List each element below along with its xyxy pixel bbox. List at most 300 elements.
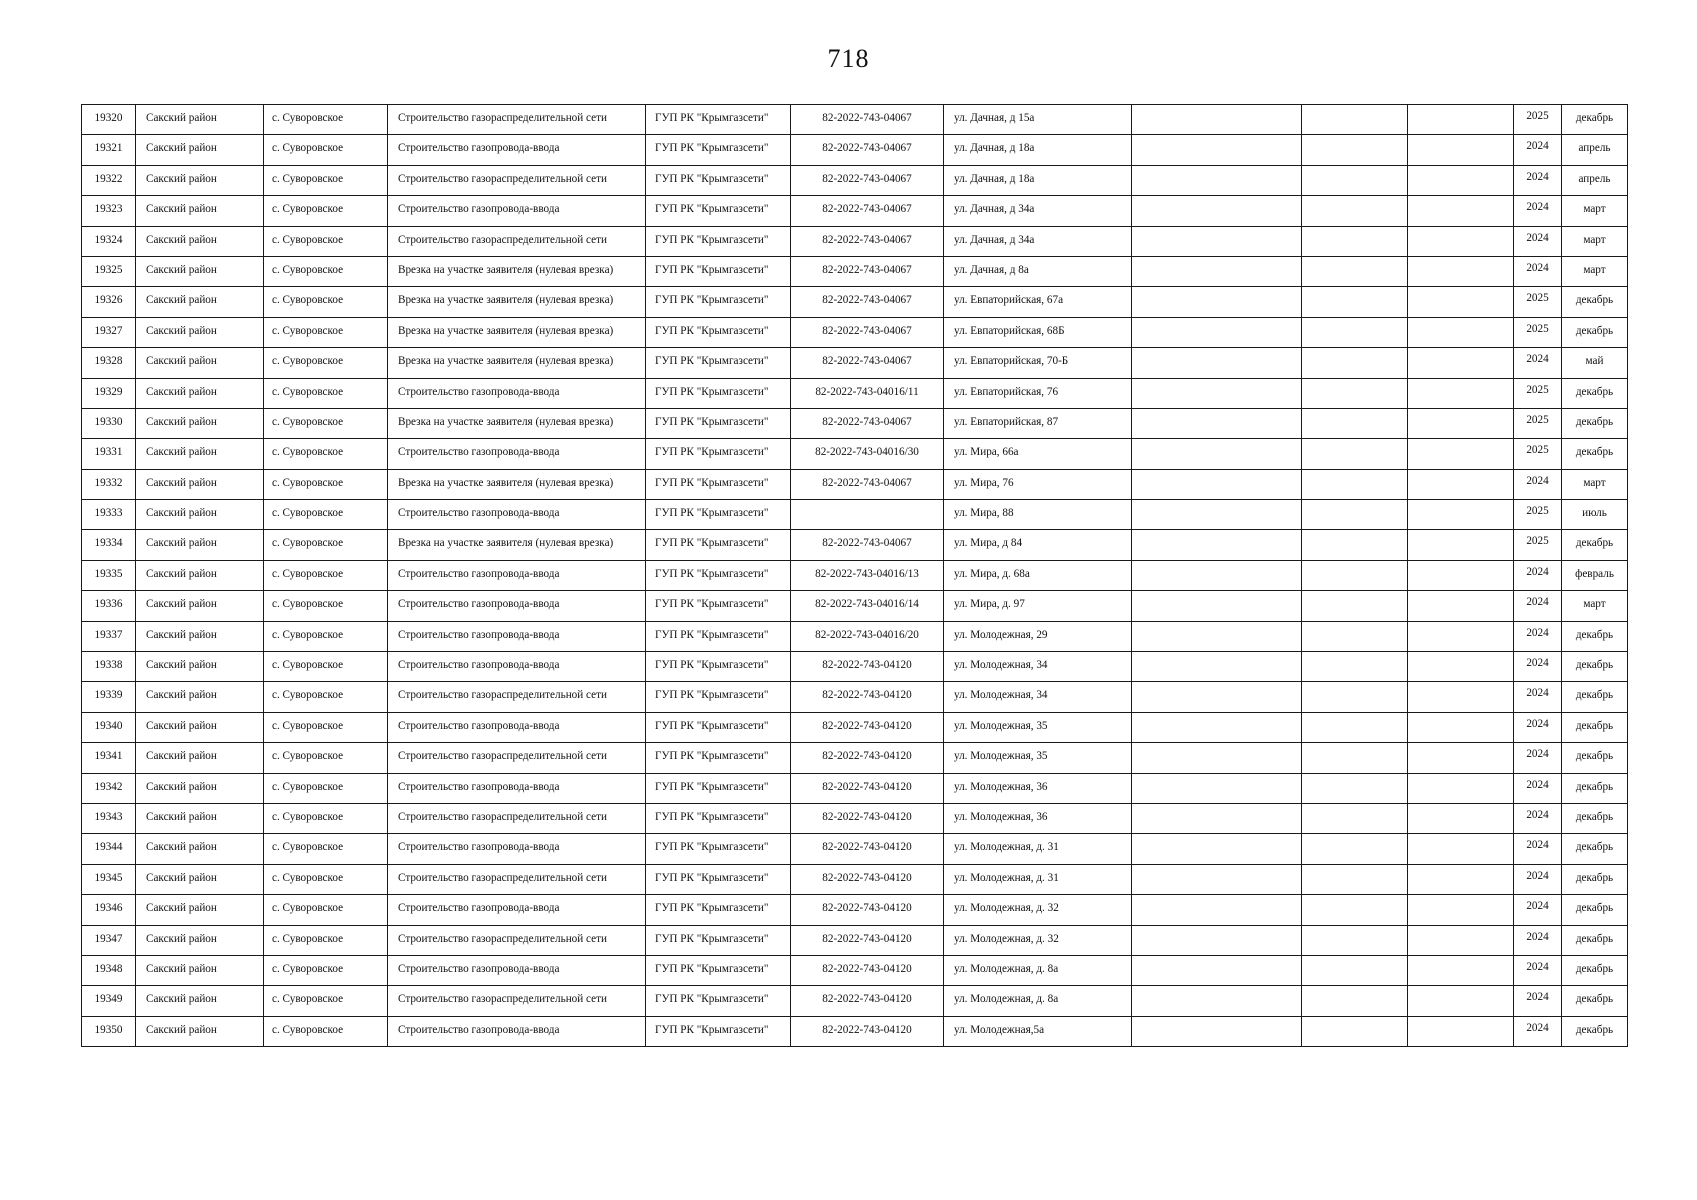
table-row: [82, 196, 1628, 226]
work-type-cell: Строительство газопровода-ввода: [388, 196, 646, 226]
empty-cell: [1132, 773, 1302, 803]
district-cell: Сакский район: [136, 743, 264, 773]
empty-cell: [1408, 348, 1514, 378]
work-type-cell: Строительство газопровода-ввода: [388, 439, 646, 469]
organization-cell: ГУП РК "Крымгазсети": [646, 803, 791, 833]
empty-cell: [1408, 803, 1514, 833]
empty-cell: [1302, 196, 1408, 226]
table-row: [82, 621, 1628, 651]
district-cell: Сакский район: [136, 834, 264, 864]
year-cell: 2025: [1514, 408, 1562, 438]
empty-cell: [1408, 560, 1514, 590]
empty-cell: [1408, 439, 1514, 469]
organization-cell: ГУП РК "Крымгазсети": [646, 317, 791, 347]
row-number-cell: 19350: [82, 1016, 136, 1046]
village-cell: с. Суворовское: [264, 712, 388, 742]
address-cell: ул. Мира, д. 97: [944, 591, 1132, 621]
program-code-cell: 82-2022-743-04016/20: [791, 621, 944, 651]
empty-cell: [1302, 864, 1408, 894]
empty-cell: [1302, 621, 1408, 651]
table-row: [82, 348, 1628, 378]
program-code-cell: 82-2022-743-04120: [791, 986, 944, 1016]
row-number-cell: 19348: [82, 955, 136, 985]
year-cell: 2024: [1514, 348, 1562, 378]
program-code-cell: 82-2022-743-04067: [791, 287, 944, 317]
program-code-cell: 82-2022-743-04067: [791, 226, 944, 256]
organization-cell: ГУП РК "Крымгазсети": [646, 834, 791, 864]
organization-cell: ГУП РК "Крымгазсети": [646, 895, 791, 925]
empty-cell: [1408, 469, 1514, 499]
village-cell: с. Суворовское: [264, 803, 388, 833]
table-row: [82, 500, 1628, 530]
month-cell: декабрь: [1562, 925, 1628, 955]
empty-cell: [1302, 165, 1408, 195]
village-cell: с. Суворовское: [264, 743, 388, 773]
empty-cell: [1132, 803, 1302, 833]
empty-cell: [1132, 530, 1302, 560]
empty-cell: [1408, 226, 1514, 256]
village-cell: с. Суворовское: [264, 652, 388, 682]
table-row: [82, 560, 1628, 590]
month-cell: декабрь: [1562, 439, 1628, 469]
work-type-cell: Строительство газопровода-ввода: [388, 834, 646, 864]
district-cell: Сакский район: [136, 348, 264, 378]
table-row: [82, 743, 1628, 773]
work-type-cell: Строительство газораспределительной сети: [388, 226, 646, 256]
empty-cell: [1302, 378, 1408, 408]
month-cell: декабрь: [1562, 317, 1628, 347]
page-number: 718: [827, 44, 870, 73]
district-cell: Сакский район: [136, 287, 264, 317]
village-cell: с. Суворовское: [264, 165, 388, 195]
village-cell: с. Суворовское: [264, 834, 388, 864]
village-cell: с. Суворовское: [264, 925, 388, 955]
row-number-cell: 19349: [82, 986, 136, 1016]
table-row: [82, 712, 1628, 742]
program-code-cell: 82-2022-743-04120: [791, 652, 944, 682]
year-cell: 2025: [1514, 287, 1562, 317]
organization-cell: ГУП РК "Крымгазсети": [646, 591, 791, 621]
empty-cell: [1132, 105, 1302, 135]
empty-cell: [1132, 560, 1302, 590]
district-cell: Сакский район: [136, 712, 264, 742]
work-type-cell: Строительство газораспределительной сети: [388, 803, 646, 833]
organization-cell: ГУП РК "Крымгазсети": [646, 682, 791, 712]
empty-cell: [1132, 652, 1302, 682]
work-type-cell: Строительство газопровода-ввода: [388, 652, 646, 682]
work-type-cell: Строительство газопровода-ввода: [388, 895, 646, 925]
month-cell: декабрь: [1562, 986, 1628, 1016]
village-cell: с. Суворовское: [264, 256, 388, 286]
year-cell: 2024: [1514, 955, 1562, 985]
work-type-cell: Строительство газопровода-ввода: [388, 135, 646, 165]
district-cell: Сакский район: [136, 621, 264, 651]
address-cell: ул. Молодежная,5а: [944, 1016, 1132, 1046]
empty-cell: [1132, 621, 1302, 651]
table-row: [82, 925, 1628, 955]
year-cell: 2024: [1514, 560, 1562, 590]
year-cell: 2024: [1514, 1016, 1562, 1046]
address-cell: ул. Дачная, д 34а: [944, 226, 1132, 256]
organization-cell: ГУП РК "Крымгазсети": [646, 408, 791, 438]
program-code-cell: 82-2022-743-04120: [791, 803, 944, 833]
empty-cell: [1408, 378, 1514, 408]
month-cell: февраль: [1562, 560, 1628, 590]
address-cell: ул. Евпаторийская, 68Б: [944, 317, 1132, 347]
address-cell: ул. Дачная, д 18а: [944, 135, 1132, 165]
district-cell: Сакский район: [136, 560, 264, 590]
row-number-cell: 19347: [82, 925, 136, 955]
row-number-cell: 19345: [82, 864, 136, 894]
row-number-cell: 19331: [82, 439, 136, 469]
row-number-cell: 19329: [82, 378, 136, 408]
organization-cell: ГУП РК "Крымгазсети": [646, 135, 791, 165]
program-code-cell: 82-2022-743-04120: [791, 834, 944, 864]
work-type-cell: Врезка на участке заявителя (нулевая врезка): [388, 287, 646, 317]
work-type-cell: Строительство газопровода-ввода: [388, 712, 646, 742]
table-row: [82, 773, 1628, 803]
village-cell: с. Суворовское: [264, 196, 388, 226]
gasification-table: [81, 104, 1628, 1047]
organization-cell: ГУП РК "Крымгазсети": [646, 256, 791, 286]
village-cell: с. Суворовское: [264, 317, 388, 347]
work-type-cell: Строительство газораспределительной сети: [388, 986, 646, 1016]
work-type-cell: Строительство газораспределительной сети: [388, 864, 646, 894]
organization-cell: ГУП РК "Крымгазсети": [646, 986, 791, 1016]
village-cell: с. Суворовское: [264, 226, 388, 256]
program-code-cell: 82-2022-743-04067: [791, 135, 944, 165]
row-number-cell: 19343: [82, 803, 136, 833]
organization-cell: ГУП РК "Крымгазсети": [646, 560, 791, 590]
empty-cell: [1408, 986, 1514, 1016]
address-cell: ул. Молодежная, 35: [944, 743, 1132, 773]
address-cell: ул. Молодежная, 34: [944, 652, 1132, 682]
table-row: [82, 287, 1628, 317]
empty-cell: [1132, 196, 1302, 226]
program-code-cell: 82-2022-743-04016/11: [791, 378, 944, 408]
year-cell: 2024: [1514, 743, 1562, 773]
month-cell: апрель: [1562, 165, 1628, 195]
empty-cell: [1408, 591, 1514, 621]
work-type-cell: Врезка на участке заявителя (нулевая врезка): [388, 317, 646, 347]
address-cell: ул. Евпаторийская, 87: [944, 408, 1132, 438]
address-cell: ул. Дачная, д 8а: [944, 256, 1132, 286]
table-body: [82, 105, 1628, 1047]
work-type-cell: Врезка на участке заявителя (нулевая врезка): [388, 256, 646, 286]
empty-cell: [1132, 864, 1302, 894]
empty-cell: [1302, 408, 1408, 438]
month-cell: март: [1562, 469, 1628, 499]
village-cell: с. Суворовское: [264, 378, 388, 408]
empty-cell: [1408, 621, 1514, 651]
empty-cell: [1132, 1016, 1302, 1046]
empty-cell: [1302, 530, 1408, 560]
district-cell: Сакский район: [136, 955, 264, 985]
table-row: [82, 469, 1628, 499]
year-cell: 2024: [1514, 652, 1562, 682]
empty-cell: [1302, 439, 1408, 469]
district-cell: Сакский район: [136, 895, 264, 925]
village-cell: с. Суворовское: [264, 955, 388, 985]
month-cell: декабрь: [1562, 712, 1628, 742]
table-row: [82, 834, 1628, 864]
organization-cell: ГУП РК "Крымгазсети": [646, 621, 791, 651]
organization-cell: ГУП РК "Крымгазсети": [646, 105, 791, 135]
organization-cell: ГУП РК "Крымгазсети": [646, 652, 791, 682]
district-cell: Сакский район: [136, 317, 264, 347]
village-cell: с. Суворовское: [264, 469, 388, 499]
year-cell: 2024: [1514, 682, 1562, 712]
empty-cell: [1132, 317, 1302, 347]
empty-cell: [1302, 743, 1408, 773]
month-cell: март: [1562, 591, 1628, 621]
empty-cell: [1408, 196, 1514, 226]
organization-cell: ГУП РК "Крымгазсети": [646, 439, 791, 469]
program-code-cell: 82-2022-743-04120: [791, 682, 944, 712]
year-cell: 2024: [1514, 986, 1562, 1016]
month-cell: май: [1562, 348, 1628, 378]
table-row: [82, 803, 1628, 833]
table-row: [82, 378, 1628, 408]
table-row: [82, 165, 1628, 195]
program-code-cell: 82-2022-743-04016/14: [791, 591, 944, 621]
month-cell: декабрь: [1562, 743, 1628, 773]
address-cell: ул. Молодежная, 35: [944, 712, 1132, 742]
empty-cell: [1408, 105, 1514, 135]
empty-cell: [1408, 1016, 1514, 1046]
row-number-cell: 19321: [82, 135, 136, 165]
month-cell: декабрь: [1562, 105, 1628, 135]
address-cell: ул. Евпаторийская, 67а: [944, 287, 1132, 317]
program-code-cell: 82-2022-743-04120: [791, 864, 944, 894]
month-cell: март: [1562, 226, 1628, 256]
year-cell: 2025: [1514, 378, 1562, 408]
empty-cell: [1302, 560, 1408, 590]
month-cell: декабрь: [1562, 530, 1628, 560]
empty-cell: [1132, 591, 1302, 621]
empty-cell: [1408, 773, 1514, 803]
program-code-cell: 82-2022-743-04067: [791, 165, 944, 195]
empty-cell: [1132, 439, 1302, 469]
empty-cell: [1408, 500, 1514, 530]
year-cell: 2024: [1514, 196, 1562, 226]
table-row: [82, 652, 1628, 682]
empty-cell: [1302, 925, 1408, 955]
program-code-cell: 82-2022-743-04016/30: [791, 439, 944, 469]
table-row: [82, 226, 1628, 256]
district-cell: Сакский район: [136, 803, 264, 833]
district-cell: Сакский район: [136, 378, 264, 408]
empty-cell: [1408, 682, 1514, 712]
program-code-cell: 82-2022-743-04067: [791, 196, 944, 226]
empty-cell: [1132, 226, 1302, 256]
address-cell: ул. Мира, 88: [944, 500, 1132, 530]
work-type-cell: Строительство газораспределительной сети: [388, 743, 646, 773]
program-code-cell: 82-2022-743-04016/13: [791, 560, 944, 590]
work-type-cell: Строительство газораспределительной сети: [388, 165, 646, 195]
work-type-cell: Строительство газопровода-ввода: [388, 378, 646, 408]
row-number-cell: 19330: [82, 408, 136, 438]
empty-cell: [1302, 500, 1408, 530]
month-cell: декабрь: [1562, 378, 1628, 408]
village-cell: с. Суворовское: [264, 1016, 388, 1046]
work-type-cell: Врезка на участке заявителя (нулевая врезка): [388, 408, 646, 438]
table-row: [82, 256, 1628, 286]
empty-cell: [1302, 834, 1408, 864]
month-cell: декабрь: [1562, 408, 1628, 438]
empty-cell: [1132, 743, 1302, 773]
month-cell: декабрь: [1562, 652, 1628, 682]
month-cell: декабрь: [1562, 803, 1628, 833]
address-cell: ул. Дачная, д 18а: [944, 165, 1132, 195]
empty-cell: [1132, 955, 1302, 985]
empty-cell: [1132, 986, 1302, 1016]
village-cell: с. Суворовское: [264, 621, 388, 651]
district-cell: Сакский район: [136, 135, 264, 165]
month-cell: декабрь: [1562, 895, 1628, 925]
organization-cell: ГУП РК "Крымгазсети": [646, 165, 791, 195]
organization-cell: ГУП РК "Крымгазсети": [646, 469, 791, 499]
empty-cell: [1408, 864, 1514, 894]
work-type-cell: Врезка на участке заявителя (нулевая врезка): [388, 348, 646, 378]
program-code-cell: 82-2022-743-04120: [791, 955, 944, 985]
year-cell: 2024: [1514, 591, 1562, 621]
program-code-cell: 82-2022-743-04120: [791, 743, 944, 773]
address-cell: ул. Дачная, д 34а: [944, 196, 1132, 226]
year-cell: 2025: [1514, 530, 1562, 560]
year-cell: 2024: [1514, 469, 1562, 499]
program-code-cell: 82-2022-743-04067: [791, 348, 944, 378]
program-code-cell: 82-2022-743-04067: [791, 317, 944, 347]
row-number-cell: 19340: [82, 712, 136, 742]
empty-cell: [1408, 317, 1514, 347]
row-number-cell: 19336: [82, 591, 136, 621]
work-type-cell: Строительство газопровода-ввода: [388, 1016, 646, 1046]
empty-cell: [1408, 135, 1514, 165]
organization-cell: ГУП РК "Крымгазсети": [646, 925, 791, 955]
village-cell: с. Суворовское: [264, 135, 388, 165]
empty-cell: [1302, 986, 1408, 1016]
organization-cell: ГУП РК "Крымгазсети": [646, 196, 791, 226]
year-cell: 2024: [1514, 803, 1562, 833]
empty-cell: [1302, 105, 1408, 135]
empty-cell: [1132, 500, 1302, 530]
empty-cell: [1132, 834, 1302, 864]
empty-cell: [1408, 530, 1514, 560]
empty-cell: [1132, 287, 1302, 317]
address-cell: ул. Евпаторийская, 76: [944, 378, 1132, 408]
address-cell: ул. Молодежная, 34: [944, 682, 1132, 712]
row-number-cell: 19323: [82, 196, 136, 226]
program-code-cell: 82-2022-743-04120: [791, 1016, 944, 1046]
program-code-cell: 82-2022-743-04120: [791, 925, 944, 955]
empty-cell: [1302, 773, 1408, 803]
empty-cell: [1132, 135, 1302, 165]
month-cell: апрель: [1562, 135, 1628, 165]
empty-cell: [1302, 895, 1408, 925]
empty-cell: [1132, 712, 1302, 742]
work-type-cell: Строительство газопровода-ввода: [388, 773, 646, 803]
empty-cell: [1302, 317, 1408, 347]
district-cell: Сакский район: [136, 408, 264, 438]
empty-cell: [1302, 469, 1408, 499]
row-number-cell: 19332: [82, 469, 136, 499]
district-cell: Сакский район: [136, 196, 264, 226]
empty-cell: [1408, 165, 1514, 195]
district-cell: Сакский район: [136, 439, 264, 469]
empty-cell: [1132, 348, 1302, 378]
address-cell: ул. Молодежная, д. 32: [944, 895, 1132, 925]
organization-cell: ГУП РК "Крымгазсети": [646, 773, 791, 803]
district-cell: Сакский район: [136, 652, 264, 682]
month-cell: декабрь: [1562, 287, 1628, 317]
row-number-cell: 19322: [82, 165, 136, 195]
district-cell: Сакский район: [136, 105, 264, 135]
village-cell: с. Суворовское: [264, 439, 388, 469]
empty-cell: [1408, 895, 1514, 925]
address-cell: ул. Мира, д. 68а: [944, 560, 1132, 590]
empty-cell: [1302, 226, 1408, 256]
organization-cell: ГУП РК "Крымгазсети": [646, 348, 791, 378]
year-cell: 2024: [1514, 712, 1562, 742]
village-cell: с. Суворовское: [264, 773, 388, 803]
program-code-cell: 82-2022-743-04067: [791, 105, 944, 135]
month-cell: декабрь: [1562, 621, 1628, 651]
empty-cell: [1302, 1016, 1408, 1046]
village-cell: с. Суворовское: [264, 287, 388, 317]
work-type-cell: Строительство газораспределительной сети: [388, 925, 646, 955]
address-cell: ул. Мира, 76: [944, 469, 1132, 499]
month-cell: март: [1562, 256, 1628, 286]
row-number-cell: 19344: [82, 834, 136, 864]
row-number-cell: 19334: [82, 530, 136, 560]
address-cell: ул. Молодежная, 36: [944, 803, 1132, 833]
year-cell: 2024: [1514, 165, 1562, 195]
empty-cell: [1302, 287, 1408, 317]
village-cell: с. Суворовское: [264, 560, 388, 590]
table-row: [82, 317, 1628, 347]
district-cell: Сакский район: [136, 226, 264, 256]
empty-cell: [1132, 256, 1302, 286]
table-row: [82, 135, 1628, 165]
district-cell: Сакский район: [136, 530, 264, 560]
district-cell: Сакский район: [136, 591, 264, 621]
empty-cell: [1408, 287, 1514, 317]
village-cell: с. Суворовское: [264, 864, 388, 894]
organization-cell: ГУП РК "Крымгазсети": [646, 955, 791, 985]
address-cell: ул. Молодежная, д. 31: [944, 834, 1132, 864]
empty-cell: [1302, 348, 1408, 378]
empty-cell: [1302, 256, 1408, 286]
row-number-cell: 19326: [82, 287, 136, 317]
work-type-cell: Строительство газопровода-ввода: [388, 560, 646, 590]
year-cell: 2025: [1514, 317, 1562, 347]
empty-cell: [1132, 895, 1302, 925]
year-cell: 2024: [1514, 256, 1562, 286]
row-number-cell: 19335: [82, 560, 136, 590]
organization-cell: ГУП РК "Крымгазсети": [646, 712, 791, 742]
month-cell: март: [1562, 196, 1628, 226]
empty-cell: [1408, 652, 1514, 682]
table-row: [82, 864, 1628, 894]
empty-cell: [1302, 652, 1408, 682]
table-row: [82, 105, 1628, 135]
address-cell: ул. Мира, д 84: [944, 530, 1132, 560]
organization-cell: ГУП РК "Крымгазсети": [646, 530, 791, 560]
address-cell: ул. Молодежная, 29: [944, 621, 1132, 651]
year-cell: 2024: [1514, 621, 1562, 651]
table-row: [82, 682, 1628, 712]
